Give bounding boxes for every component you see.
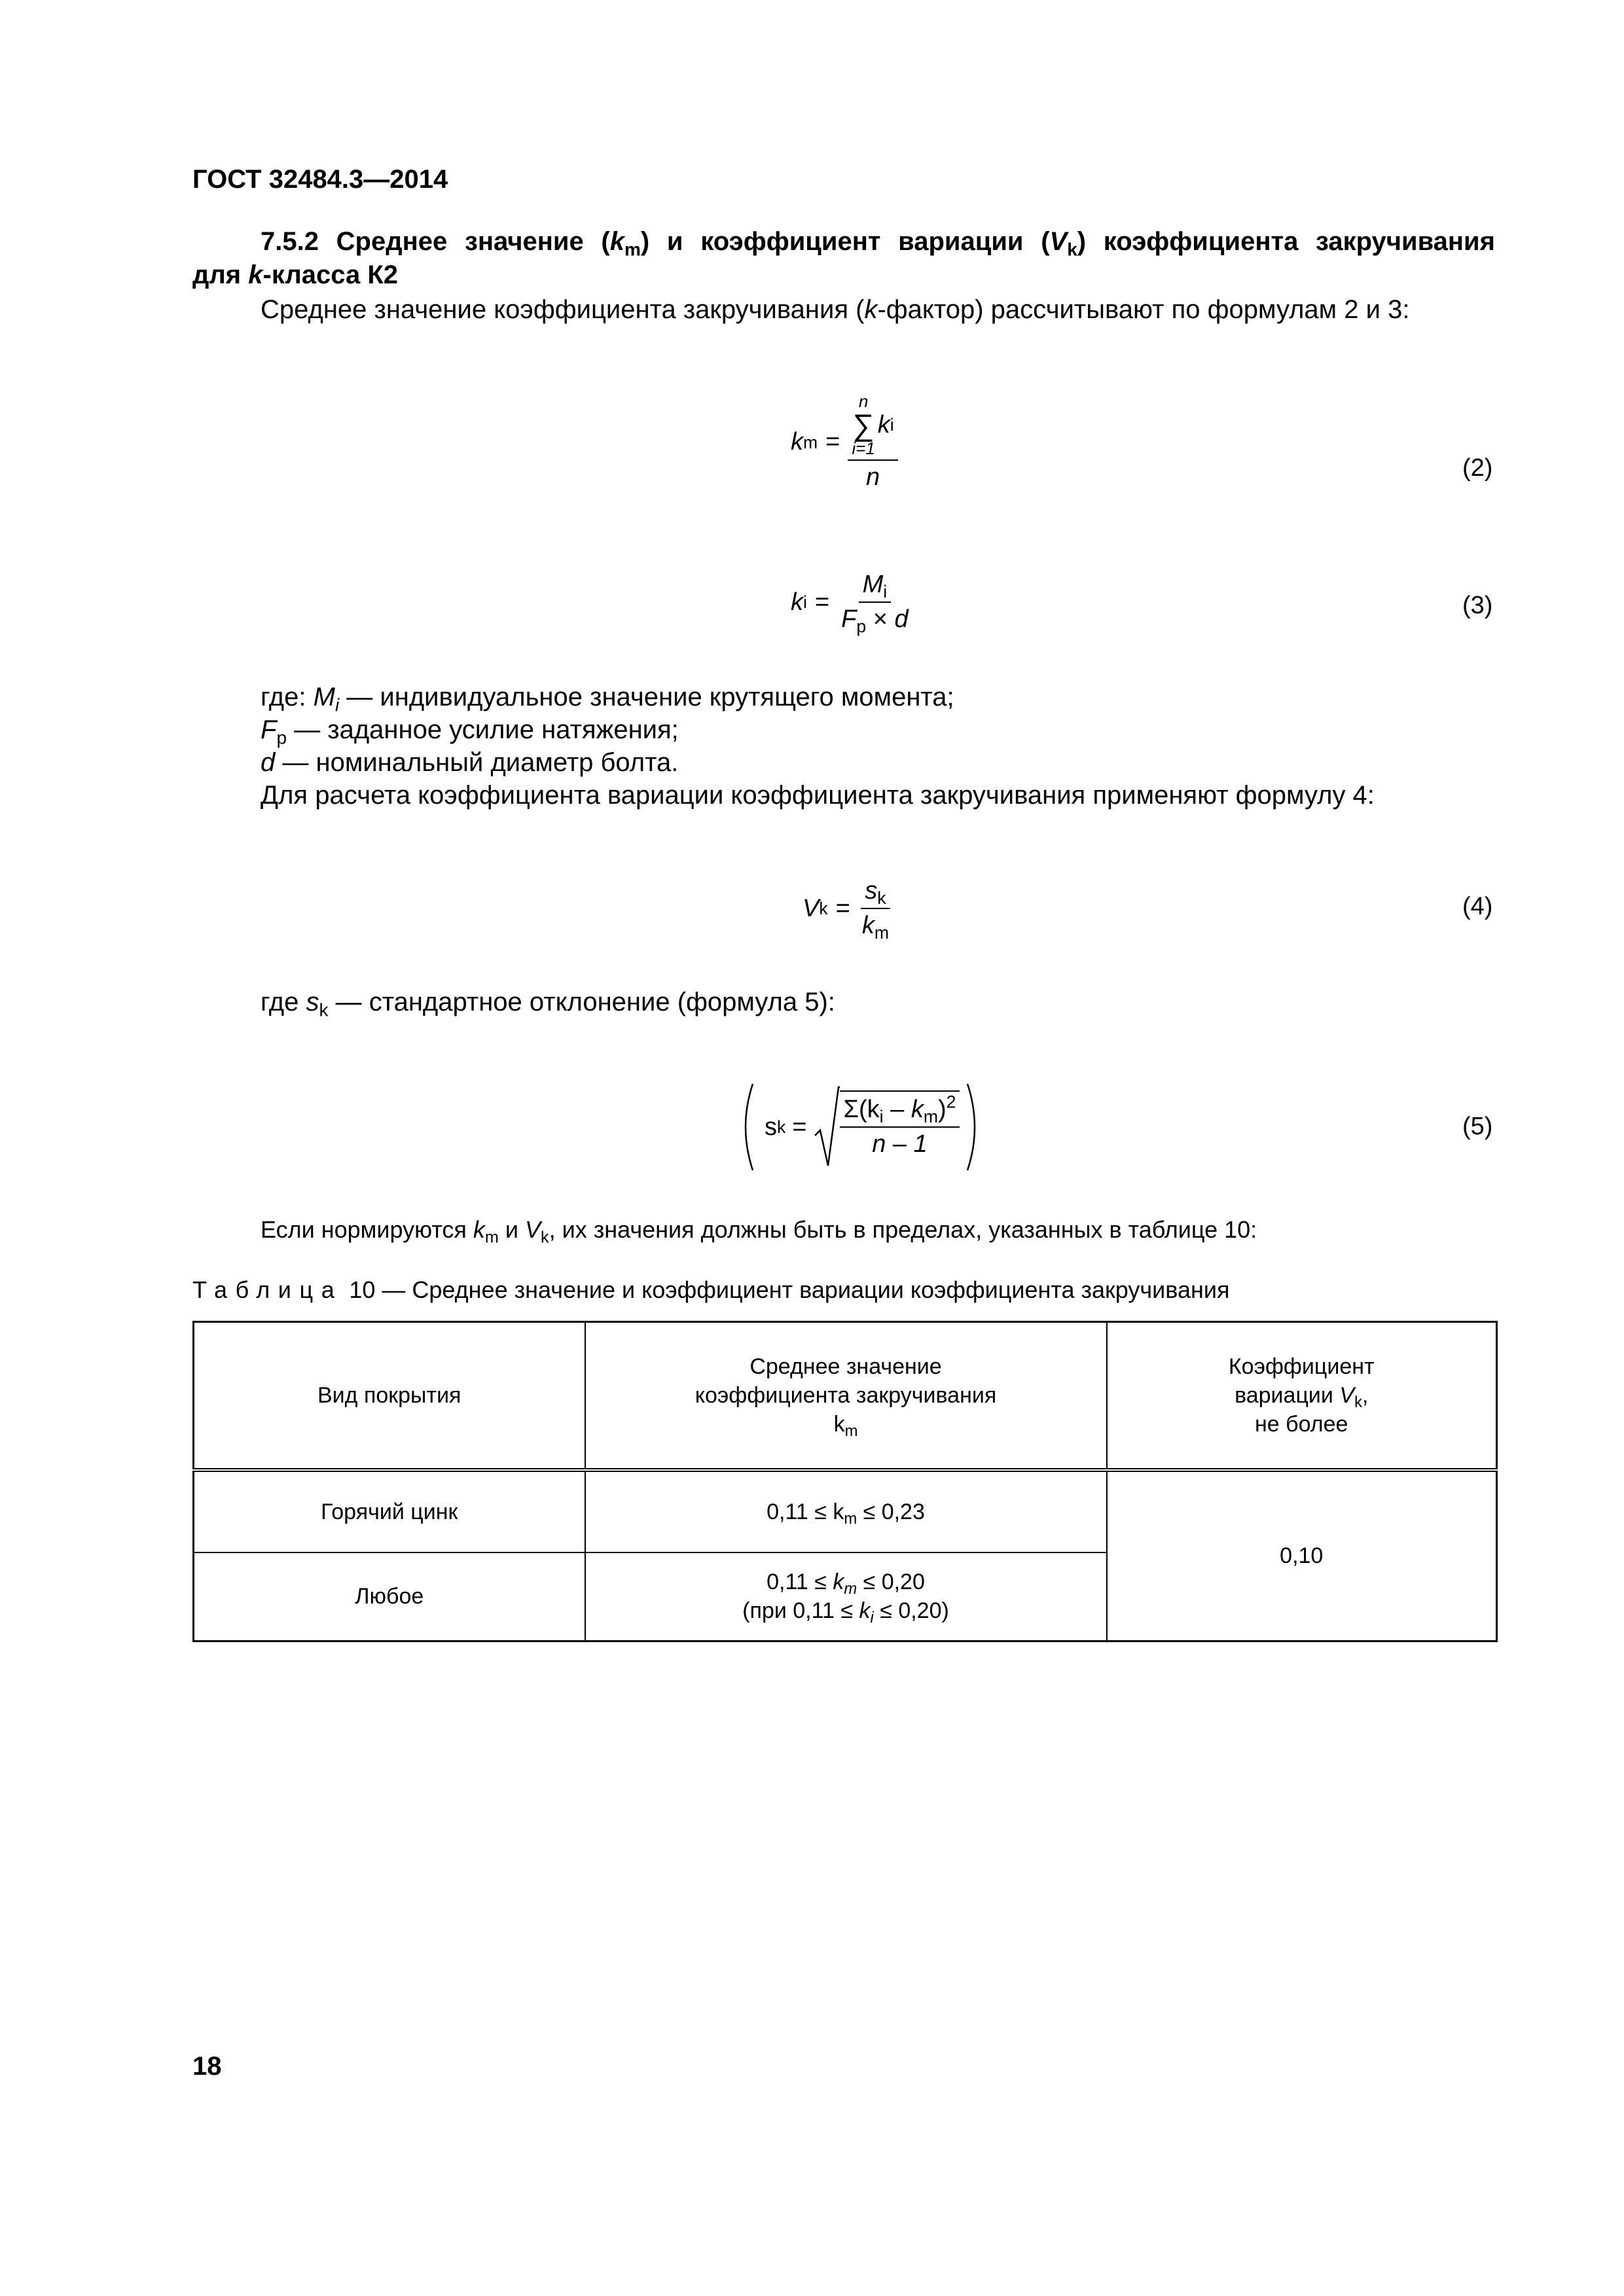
document-code: ГОСТ 32484.3—2014	[192, 165, 448, 194]
section-heading: 7.5.2 Среднее значение $(k_m)$ и коэффициент вариации $(V_k)$ коэффициента закручивания для k-класса К2	[192, 227, 1495, 289]
vk-intro-paragraph: Для расчета коэффициента вариации коэффициента закручивания применяют формулу 4:	[261, 781, 1375, 810]
formula-5-number: (5)	[1462, 1113, 1493, 1140]
cell-coating: Горячий цинк	[194, 1470, 585, 1552]
formula-3: k i = $\frac{M_i}{F_p \times d}$	[791, 571, 909, 636]
sqrt-sign	[814, 1085, 840, 1170]
cell-coating: Любое	[194, 1552, 585, 1641]
cell-range: $0,11 \le k_m \le 0,23$	[585, 1470, 1107, 1552]
table-row	[194, 1470, 1497, 1552]
cell-vk-value: 0,10	[1107, 1470, 1497, 1641]
sum-sign: ∑	[852, 408, 875, 442]
formula-4-number: (4)	[1462, 893, 1493, 920]
cell-range: $0,11 \le k_m \le 0,20$ (при $0,11 \le k_i \le 0,20$)	[585, 1552, 1107, 1641]
formula-4: V k = $\frac{s_k}{k_m}$	[803, 877, 890, 942]
header-mean: Среднее значение коэффициента закручивания $k_m$	[585, 1322, 1107, 1470]
where-item-force: $F_p$ — заданное усилие натяжения;	[261, 715, 679, 748]
where-item-diameter: d — номинальный диаметр болта.	[261, 748, 679, 777]
limits-paragraph: Если нормируются $k_m$ и $V_k$, их значения должны быть в пределах, указанных в таблице 10:	[261, 1216, 1257, 1247]
page-number: 18	[192, 2052, 222, 2081]
table-header-row	[194, 1322, 1497, 1470]
right-paren	[965, 1081, 983, 1173]
formula-5: s k = $\frac{\Sigma(k_i - k_m)^2}{n - 1}$	[737, 1081, 983, 1173]
table-caption: Таблица 10 — Среднее значение и коэффициент вариации коэффициента закручивания	[192, 1276, 1230, 1303]
coefficient-table	[192, 1321, 1498, 1642]
formula-2-number: (2)	[1462, 454, 1493, 482]
header-variation: Коэффициент вариации $V_k$, не более	[1107, 1322, 1497, 1470]
formula-3-number: (3)	[1462, 592, 1493, 619]
where-item-moment: где: $M_i$ — индивидуальное значение крутящего момента;	[261, 683, 954, 715]
sk-intro-paragraph: где $s_k$ — стандартное отклонение (формула 5):	[261, 988, 835, 1020]
header-coating: Вид покрытия	[194, 1322, 585, 1470]
left-paren	[737, 1081, 755, 1173]
formula-2: k m = n ∑ i=1 k i n	[791, 393, 898, 492]
intro-paragraph: Среднее значение коэффициента закручивания (k-фактор) рассчитывают по формулам 2 и 3:	[261, 295, 1410, 324]
section-number: 7.5.2	[261, 227, 319, 256]
